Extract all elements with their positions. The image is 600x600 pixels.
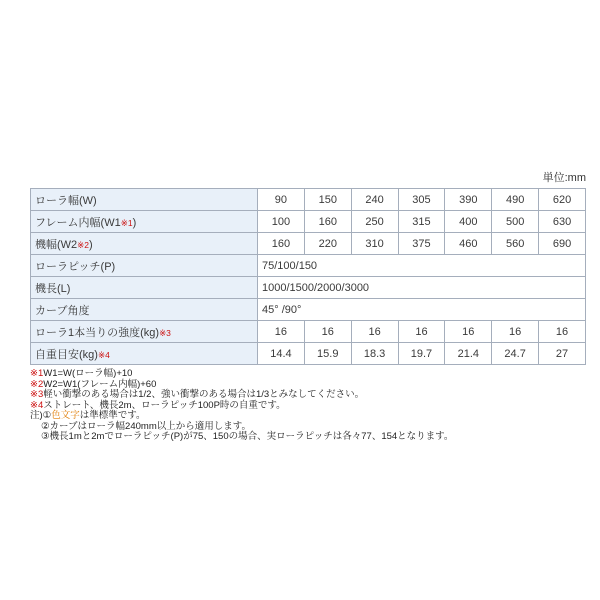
table-row	[31, 277, 586, 299]
row-label-text: フレーム内幅(W1	[35, 216, 121, 229]
row-value-cell: 24.7	[492, 343, 539, 365]
row-note-marker: ※4	[97, 349, 110, 360]
row-value-cell: 400	[445, 211, 492, 233]
table-row	[31, 255, 586, 277]
row-value-cell: 100	[258, 211, 305, 233]
footnote-text: W1=W(ローラ幅)+10	[43, 368, 133, 379]
row-value-cell: 16	[398, 321, 445, 343]
row-value-cell: 560	[492, 233, 539, 255]
row-value-cell: 240	[351, 189, 398, 211]
row-value-cell: 150	[304, 189, 351, 211]
row-value-cell: 14.4	[258, 343, 305, 365]
row-value-cell: 16	[304, 321, 351, 343]
footnote-line	[30, 432, 586, 443]
row-value-cell: 16	[539, 321, 586, 343]
row-value-cell: 310	[351, 233, 398, 255]
row-value-cell: 18.3	[351, 343, 398, 365]
spec-sheet	[30, 170, 586, 443]
row-label-cell	[31, 299, 258, 321]
row-label-cell	[31, 211, 258, 233]
row-label-cell	[31, 189, 258, 211]
row-value-cell: 21.4	[445, 343, 492, 365]
footnote-prefix: ③	[41, 431, 50, 442]
row-value-cell: 220	[304, 233, 351, 255]
table-row	[31, 299, 586, 321]
row-label-cell	[31, 255, 258, 277]
footnote-marker: ※4	[30, 399, 44, 411]
unit-label: 単位:mm	[542, 172, 586, 184]
footnotes	[30, 369, 586, 443]
row-value-cell: 630	[539, 211, 586, 233]
footnote-marker: ※2	[30, 378, 44, 390]
row-value-cell: 250	[351, 211, 398, 233]
row-label-text: カーブ角度	[35, 304, 90, 317]
row-value-cell: 460	[445, 233, 492, 255]
row-value-cell: 19.7	[398, 343, 445, 365]
spec-table-body	[31, 189, 586, 365]
row-note-marker: ※3	[159, 327, 171, 338]
footnote-prefix: ②	[41, 420, 50, 432]
footnote-text: 機長1mと2mでローラピッチ(P)が75、150の場合、実ローラピッチは各々77、154となります。	[49, 431, 454, 442]
row-value-cell: 500	[492, 211, 539, 233]
table-row	[31, 189, 586, 211]
row-value-cell: 27	[539, 343, 586, 365]
row-label-cell	[31, 321, 258, 343]
table-row	[31, 211, 586, 233]
row-value-cell: 16	[445, 321, 492, 343]
row-label-text: 自重目安(kg)	[35, 348, 98, 361]
footnote-text: W2=W1(フレーム内幅)+60	[43, 378, 157, 390]
footnote-marker: ※1	[30, 368, 44, 379]
row-label-text: ローラ1本当りの強度(kg)	[35, 326, 160, 339]
row-note-marker: ※2	[77, 239, 90, 250]
row-value-cell: 375	[398, 233, 445, 255]
row-value-cell: 620	[539, 189, 586, 211]
row-note-marker: ※1	[120, 217, 133, 228]
footnote-prefix: 注)①	[30, 410, 52, 421]
row-label-cell	[31, 233, 258, 255]
row-value-cell: 315	[398, 211, 445, 233]
row-value-cell: 90	[258, 189, 305, 211]
table-row	[31, 343, 586, 365]
row-value-cell: 16	[351, 321, 398, 343]
row-label-cell	[31, 343, 258, 365]
row-label-text: ローラピッチ(P)	[35, 260, 116, 273]
row-value-cell: 16	[258, 321, 305, 343]
spec-table	[30, 188, 586, 365]
footnote-text: は準標準です。	[79, 410, 146, 421]
footnote-text: 軽い衝撃のある場合は1/2、強い衝撃のある場合は1/3とみなしてください。	[43, 389, 365, 400]
table-row	[31, 233, 586, 255]
row-label-cell	[31, 277, 258, 299]
row-value-cell: 490	[492, 189, 539, 211]
footnote-text: ストレート、機長2m、ローラピッチ100P時の自重です。	[43, 399, 286, 411]
footnote-colored-text: 色文字	[51, 410, 80, 421]
row-value-cell: 16	[492, 321, 539, 343]
row-label-suffix: )	[89, 238, 93, 251]
row-value-span: 45° /90°	[258, 299, 586, 321]
table-row	[31, 321, 586, 343]
row-value-cell: 305	[398, 189, 445, 211]
row-label-text: 機長(L)	[35, 282, 71, 295]
row-value-cell: 15.9	[304, 343, 351, 365]
row-value-cell: 160	[304, 211, 351, 233]
row-value-span: 1000/1500/2000/3000	[258, 277, 586, 299]
row-label-suffix: )	[132, 216, 137, 229]
footnote-text: カーブはローラ幅240mm以上から適用します。	[49, 420, 251, 432]
row-value-cell: 690	[539, 233, 586, 255]
row-label-text: 機幅(W2	[35, 238, 78, 251]
row-value-cell: 160	[258, 233, 305, 255]
footnote-marker: ※3	[30, 389, 44, 400]
row-value-cell: 390	[445, 189, 492, 211]
row-value-span: 75/100/150	[258, 255, 586, 277]
row-label-text: ローラ幅(W)	[35, 194, 97, 207]
